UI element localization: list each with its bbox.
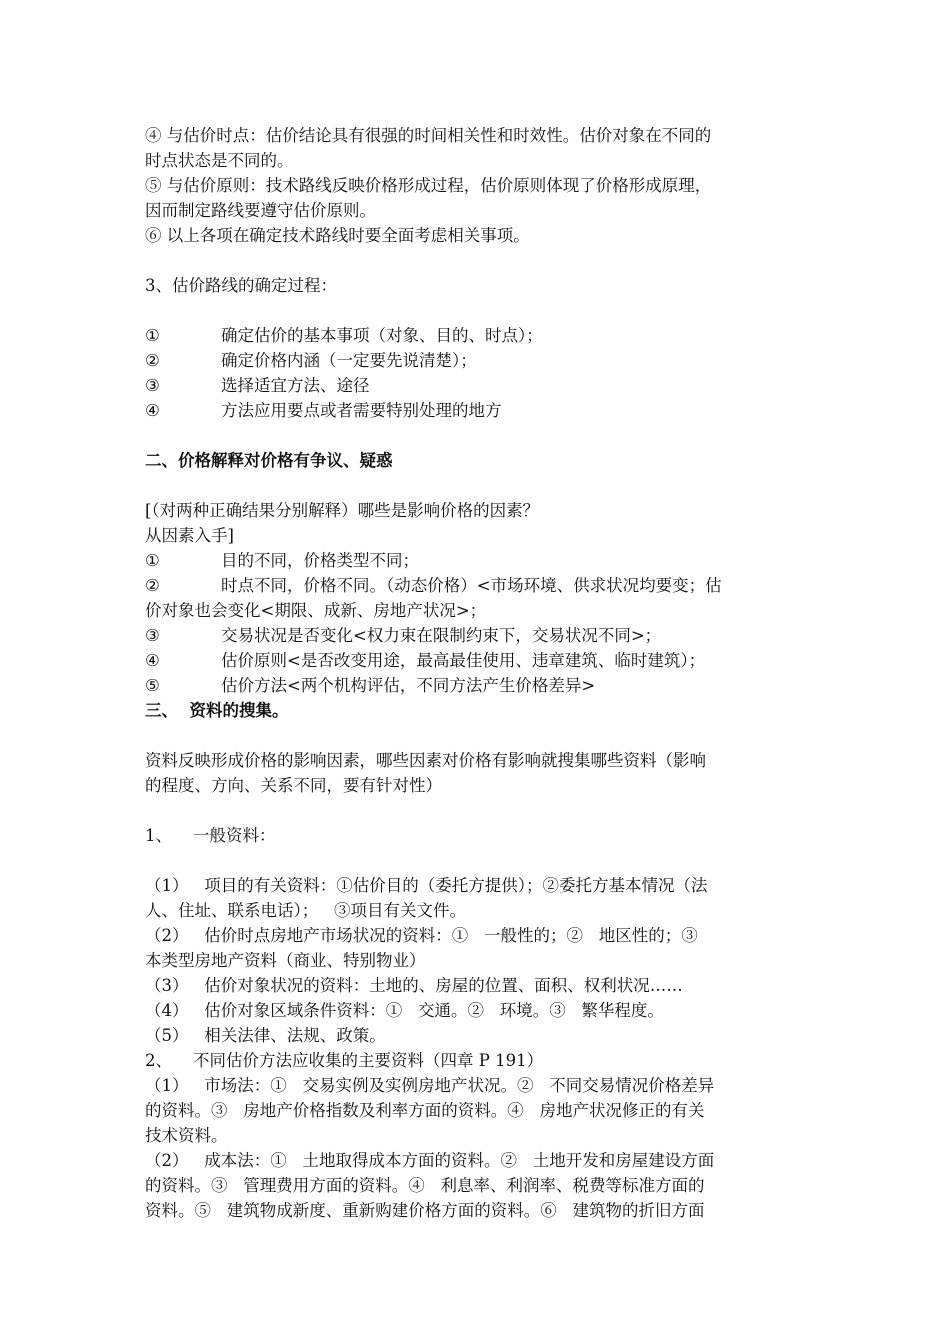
blank-line: [145, 423, 810, 448]
item-number: ①: [145, 326, 160, 345]
text-line: 技术资料。: [145, 1126, 228, 1145]
item-number: ②: [145, 351, 160, 370]
item-text: 时点不同，价格不同。（动态价格）<市场环境、供求状况均要变；估: [221, 576, 722, 595]
text-line: ⑤ 与估价原则：技术路线反映价格形成过程，估价原则体现了价格形成原理，: [145, 176, 712, 195]
item-number: ④: [145, 401, 160, 420]
section-heading: 二、价格解释对价格有争议、疑惑: [145, 451, 393, 470]
text-line: 3、估价路线的确定过程：: [145, 276, 337, 295]
text-line: 时点状态是不同的。: [145, 151, 294, 170]
text-line: （4） 估价对象区域条件资料：① 交通。② 环境。③ 繁华程度。: [145, 1001, 664, 1020]
text-line: （5） 相关法律、法规、政策。: [145, 1026, 386, 1045]
document-page: [145, 123, 810, 1223]
text-line: （3） 估价对象状况的资料：土地的、房屋的位置、面积、权利状况……: [145, 976, 683, 995]
numbered-item: [145, 348, 810, 373]
text-line: 1、 一般资料：: [145, 826, 276, 845]
text-line: 从因素入手]: [145, 526, 234, 545]
item-number: ②: [145, 576, 160, 595]
item-text: 方法应用要点或者需要特别处理的地方: [221, 401, 502, 420]
item-text: 估价原则<是否改变用途，最高最佳使用、违章建筑、临时建筑）；: [221, 651, 706, 670]
blank-line: [145, 248, 810, 273]
item-text: 交易状况是否变化<权力束在限制约束下，交易状况不同>；: [221, 626, 662, 645]
text-line: 因而制定路线要遵守估价原则。: [145, 201, 376, 220]
item-text: 确定价格内涵（一定要先说清楚）；: [221, 351, 477, 370]
text-line: （2） 成本法：① 土地取得成本方面的资料。② 土地开发和房屋建设方面: [145, 1151, 715, 1170]
text-line: 的资料。③ 房地产价格指数及利率方面的资料。④ 房地产状况修正的有关: [145, 1101, 705, 1120]
item-text: 确定估价的基本事项（对象、目的、时点）；: [221, 326, 543, 345]
item-number: ①: [145, 551, 160, 570]
text-line: 资料反映形成价格的影响因素，哪些因素对价格有影响就搜集哪些资料（影响: [145, 751, 706, 770]
numbered-item: [145, 373, 810, 398]
text-line: 2、 不同估价方法应收集的主要资料（四章 P 191）: [145, 1051, 544, 1070]
numbered-item: [145, 573, 810, 598]
text-line: 的资料。③ 管理费用方面的资料。④ 利息率、利润率、税费等标准方面的: [145, 1176, 705, 1195]
item-text: 估价方法<两个机构评估，不同方法产生价格差异>: [221, 676, 596, 695]
text-line: 资料。⑤ 建筑物成新度、重新购建价格方面的资料。⑥ 建筑物的折旧方面: [145, 1201, 705, 1220]
text-line: （1） 项目的有关资料：①估价目的（委托方提供）；②委托方基本情况（法: [145, 876, 708, 895]
numbered-item: [145, 548, 810, 573]
blank-line: [145, 298, 810, 323]
text-line: （1） 市场法：① 交易实例及实例房地产状况。② 不同交易情况价格差异: [145, 1076, 715, 1095]
text-line: ④ 与估价时点：估价结论具有很强的时间相关性和时效性。估价对象在不同的: [145, 126, 712, 145]
section-heading: 三、 资料的搜集。: [145, 701, 289, 720]
blank-line: [145, 473, 810, 498]
text-line: 本类型房地产资料（商业、特别物业）: [145, 951, 426, 970]
item-number: ③: [145, 376, 160, 395]
item-number: ⑤: [145, 676, 160, 695]
numbered-item: [145, 398, 810, 423]
text-line: 的程度、方向、关系不同，要有针对性）: [145, 776, 442, 795]
blank-line: [145, 848, 810, 873]
numbered-item: [145, 673, 810, 698]
blank-line: [145, 798, 810, 823]
item-text: 选择适宜方法、途径: [221, 376, 370, 395]
text-line: [（对两种正确结果分别解释）哪些是影响价格的因素？: [145, 501, 540, 520]
text-line: ⑥ 以上各项在确定技术路线时要全面考虑相关事项。: [145, 226, 530, 245]
item-number: ③: [145, 626, 160, 645]
text-line: 人、住址、联系电话）； ③项目有关文件。: [145, 901, 466, 920]
numbered-item: [145, 323, 810, 348]
numbered-item: [145, 648, 810, 673]
text-line: 价对象也会变化<期限、成新、房地产状况>；: [145, 601, 487, 620]
item-number: ④: [145, 651, 160, 670]
numbered-item: [145, 623, 810, 648]
blank-line: [145, 723, 810, 748]
text-line: （2） 估价时点房地产市场状况的资料：① 一般性的；② 地区性的；③: [145, 926, 698, 945]
item-text: 目的不同，价格类型不同；: [221, 551, 419, 570]
